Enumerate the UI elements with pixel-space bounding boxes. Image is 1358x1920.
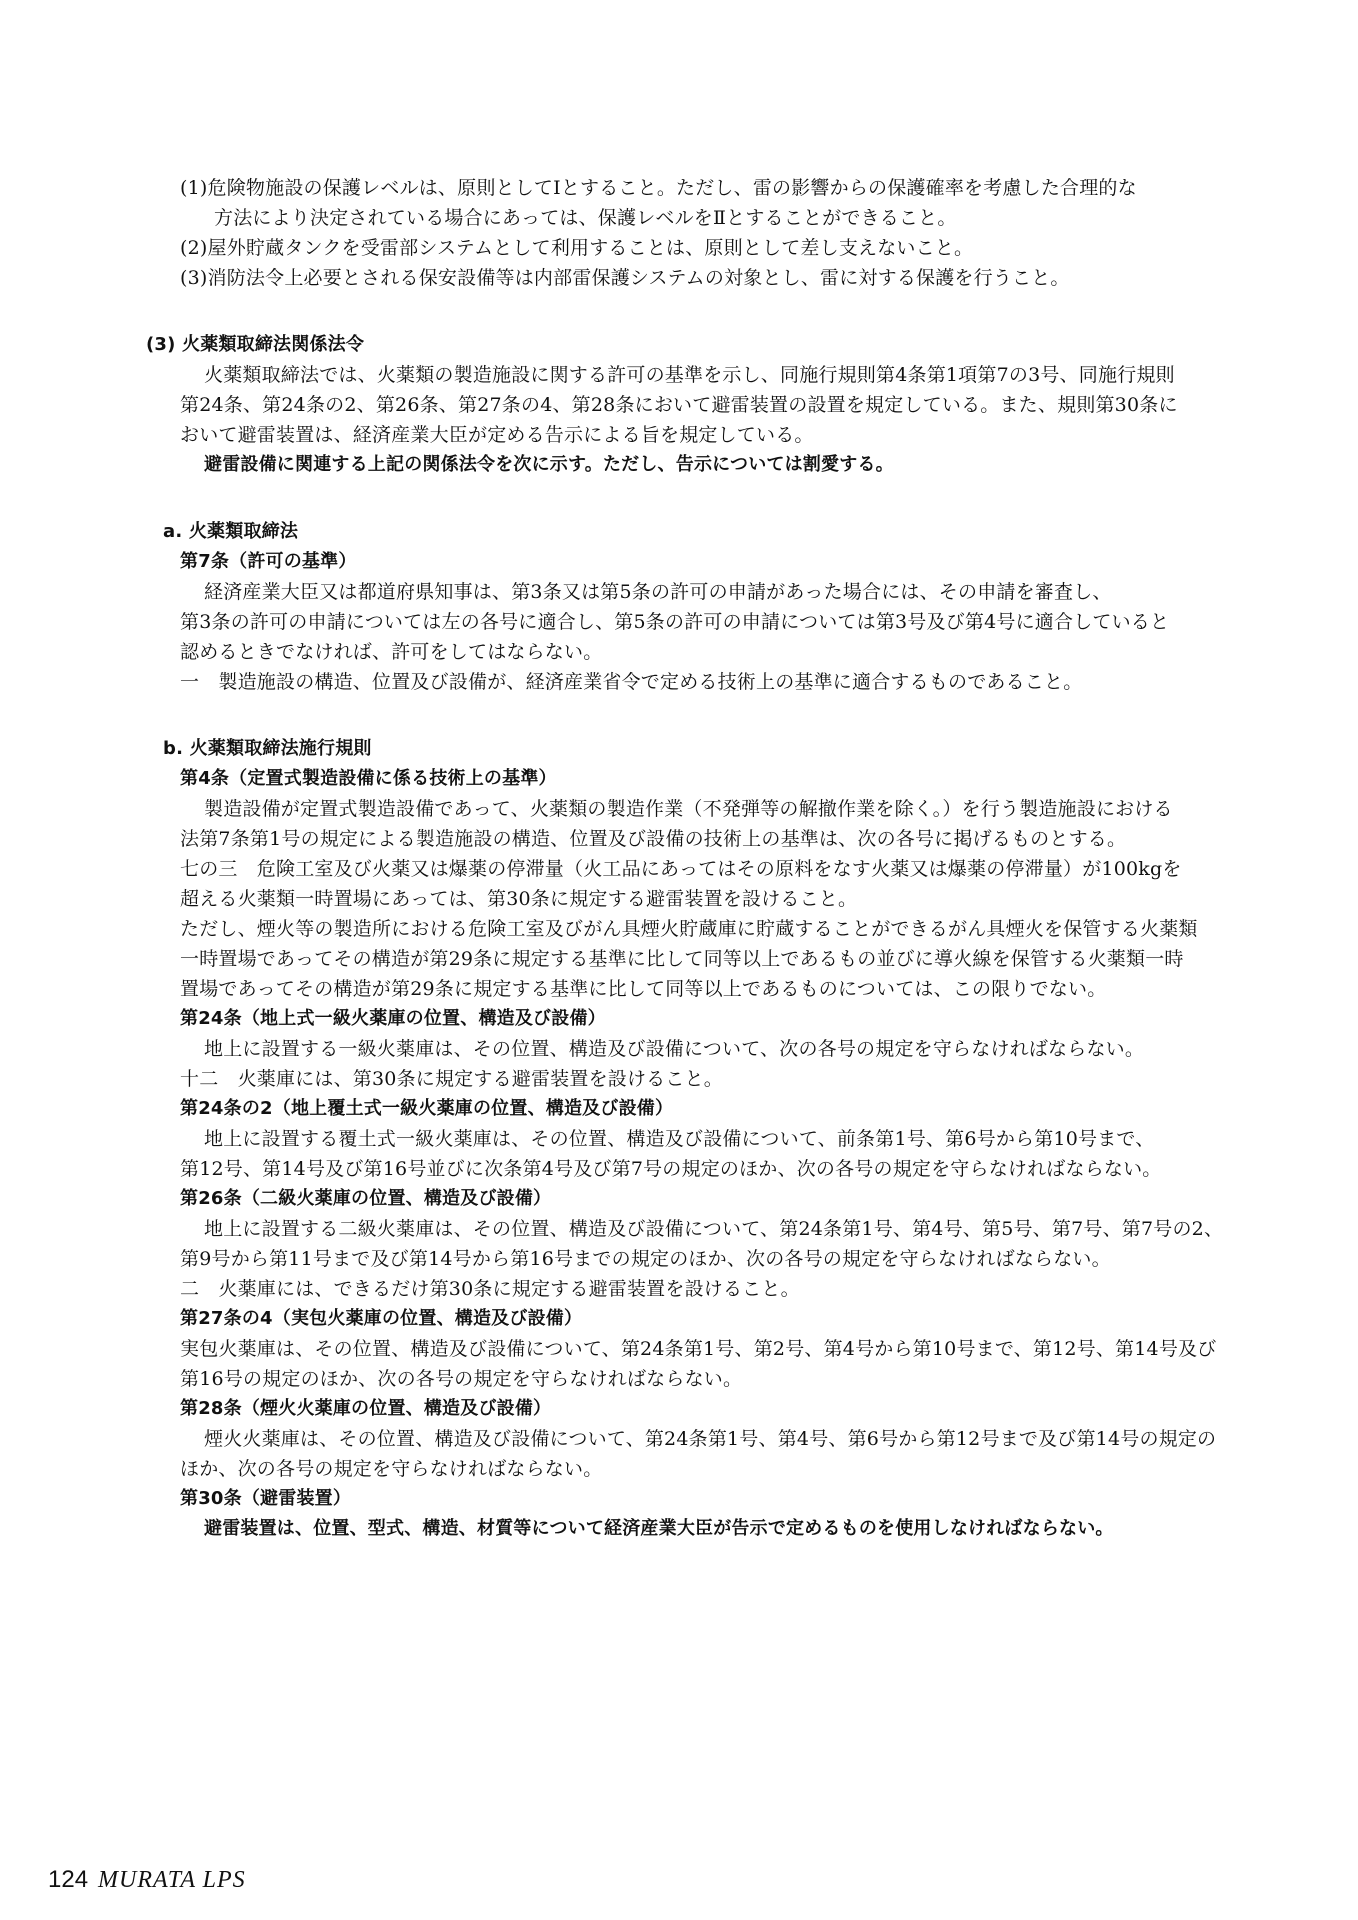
- text-line: 地上に設置する一級火薬庫は、その位置、構造及び設備について、次の各号の規定を守らなければならない。: [204, 1038, 1145, 1060]
- section-heading: 避雷設備に関連する上記の関係法令を次に示す。ただし、告示については割愛する。: [204, 454, 894, 475]
- text-line: 法第7条第1号の規定による製造施設の構造、位置及び設備の技術上の基準は、次の各号に掲げるものとする。: [180, 828, 1127, 850]
- text-line: 経済産業大臣又は都道府県知事は、第3条又は第5条の許可の申請があった場合には、その申請を審査し、: [204, 581, 1112, 603]
- page-number: 124: [48, 1866, 89, 1893]
- text-line: 一時置場であってその構造が第29条に規定する基準に比して同等以上であるもの並びに導火線を保管する火薬類一時: [180, 948, 1184, 970]
- section-heading: 第26条（二級火薬庫の位置、構造及び設備）: [180, 1188, 552, 1209]
- text-line: 二 火薬庫には、できるだけ第30条に規定する避雷装置を設けること。: [180, 1278, 800, 1300]
- text-line: 第9号から第11号まで及び第14号から第16号までの規定のほか、次の各号の規定を守らなければならない。: [180, 1248, 1111, 1270]
- text-line: 第24条、第24条の2、第26条、第27条の4、第28条において避雷装置の設置を規定している。また、規則第30条に: [180, 394, 1178, 416]
- section-heading: 第4条（定置式製造設備に係る技術上の基準）: [180, 768, 557, 789]
- text-line: 地上に設置する覆土式一級火薬庫は、その位置、構造及び設備について、前条第1号、第6号から第10号まで、: [204, 1128, 1155, 1150]
- text-line: 地上に設置する二級火薬庫は、その位置、構造及び設備について、第24条第1号、第4号、第5号、第7号、第7号の2、: [204, 1218, 1224, 1240]
- section-heading: 第7条（許可の基準）: [180, 551, 357, 572]
- section-heading: 第24条（地上式一級火薬庫の位置、構造及び設備）: [180, 1008, 606, 1029]
- text-line: 認めるときでなければ、許可をしてはならない。: [180, 641, 603, 663]
- section-heading: (3) 火薬類取締法関係法令: [146, 334, 365, 355]
- page-footer: [48, 1866, 246, 1894]
- text-line: 十二 火薬庫には、第30条に規定する避雷装置を設けること。: [180, 1068, 723, 1090]
- text-line: 煙火火薬庫は、その位置、構造及び設備について、第24条第1号、第4号、第6号から第12号まで及び第14号の規定の: [204, 1428, 1217, 1450]
- section-heading: 第27条の4（実包火薬庫の位置、構造及び設備）: [180, 1308, 583, 1329]
- text-line: (2)屋外貯蔵タンクを受雷部システムとして利用することは、原則として差し支えないこと。: [180, 237, 974, 259]
- text-line: 置場であってその構造が第29条に規定する基準に比して同等以上であるものについては、この限りでない。: [180, 978, 1107, 1000]
- section-heading: 第28条（煙火火薬庫の位置、構造及び設備）: [180, 1398, 552, 1419]
- text-line: 実包火薬庫は、その位置、構造及び設備について、第24条第1号、第2号、第4号から第10号まで、第12号、第14号及び: [180, 1338, 1217, 1360]
- text-line: (3)消防法令上必要とされる保安設備等は内部雷保護システムの対象とし、雷に対する保護を行うこと。: [180, 267, 1070, 289]
- text-line: 火薬類取締法では、火薬類の製造施設に関する許可の基準を示し、同施行規則第4条第1項第7の3号、同施行規則: [204, 364, 1175, 386]
- text-line: おいて避雷装置は、経済産業大臣が定める告示による旨を規定している。: [180, 424, 814, 446]
- text-line: 第12号、第14号及び第16号並びに次条第4号及び第7号の規定のほか、次の各号の規定を守らなければならない。: [180, 1158, 1162, 1180]
- text-line: 第16号の規定のほか、次の各号の規定を守らなければならない。: [180, 1368, 743, 1390]
- section-heading: 第30条（避雷装置）: [180, 1488, 352, 1509]
- text-line: ただし、煙火等の製造所における危険工室及びがん具煙火貯蔵庫に貯蔵することができるがん具煙火を保管する火薬類: [180, 918, 1198, 940]
- text-line: 方法により決定されている場合にあっては、保護レベルをⅡとすることができること。: [214, 207, 957, 229]
- text-line: 七の三 危険工室及び火薬又は爆薬の停滞量（火工品にあってはその原料をなす火薬又は爆薬の停滞量）が100kgを: [180, 858, 1182, 880]
- text-line: ほか、次の各号の規定を守らなければならない。: [180, 1458, 603, 1480]
- text-line: (1)危険物施設の保護レベルは、原則としてⅠとすること。ただし、雷の影響からの保護確率を考慮した合理的な: [180, 177, 1137, 199]
- brand-name: MURATA LPS: [98, 1867, 246, 1893]
- text-line: 第3条の許可の申請については左の各号に適合し、第5条の許可の申請については第3号及び第4号に適合していると: [180, 611, 1170, 633]
- text-line: 製造設備が定置式製造設備であって、火薬類の製造作業（不発弾等の解撤作業を除く。）を行う製造施設における: [204, 798, 1173, 820]
- section-heading: a. 火薬類取締法: [163, 521, 299, 542]
- text-line: 超える火薬類一時置場にあっては、第30条に規定する避雷装置を設けること。: [180, 888, 858, 910]
- text-line: 一 製造施設の構造、位置及び設備が、経済産業省令で定める技術上の基準に適合するものであること。: [180, 671, 1083, 693]
- section-heading: 避雷装置は、位置、型式、構造、材質等について経済産業大臣が告示で定めるものを使用しなければならない。: [204, 1518, 1114, 1539]
- section-heading: b. 火薬類取締法施行規則: [163, 738, 372, 759]
- section-heading: 第24条の2（地上覆土式一級火薬庫の位置、構造及び設備）: [180, 1098, 674, 1119]
